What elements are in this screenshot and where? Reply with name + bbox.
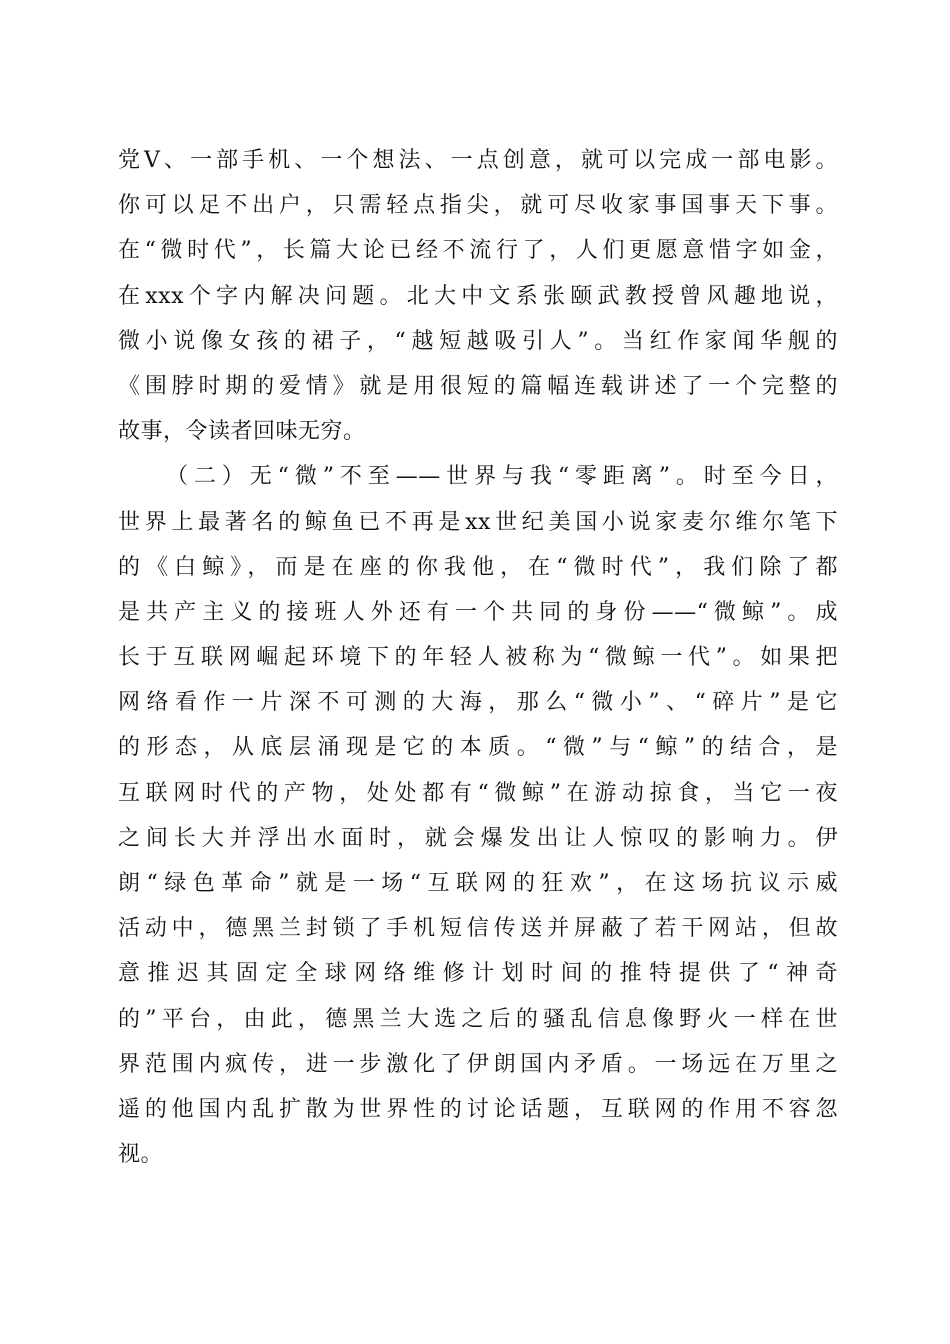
text-line: 活动中，德黑兰封锁了手机短信传送并屏蔽了若干网站，但故: [118, 916, 838, 942]
text-line: 在“微时代”，长篇大论已经不流行了，人们更愿意惜字如金，: [118, 238, 838, 264]
text-line: 的《白鲸》，而是在座的你我他，在“微时代”，我们除了都: [118, 554, 838, 580]
text-line: 网络看作一片深不可测的大海，那么“微小”、“碎片”是它: [118, 690, 838, 716]
text-line: 世界上最著名的鲸鱼已不再是xx世纪美国小说家麦尔维尔笔下: [118, 509, 838, 535]
text-line: 朗“绿色革命”就是一场“互联网的狂欢”，在这场抗议示威: [118, 871, 838, 896]
text-line: 党V、一部手机、一个想法、一点创意，就可以完成一部电影。: [118, 148, 838, 173]
text-line: 视。: [118, 1142, 164, 1168]
text-line: 是共产主义的接班人外还有一个共同的身份——“微鲸”。成: [118, 599, 838, 625]
text-line: 的形态，从底层涌现是它的本质。“微”与“鲸”的结合，是: [118, 735, 838, 761]
text-line: 遥的他国内乱扩散为世界性的讨论话题，互联网的作用不容忽: [118, 1096, 838, 1122]
text-line: 微小说像女孩的裙子，“越短越吸引人”。当红作家闻华舰的: [118, 328, 838, 354]
text-line: 界范围内疯传，进一步激化了伊朗国内矛盾。一场远在万里之: [118, 1051, 838, 1077]
section-heading-line: （二）无“微”不至——世界与我“零距离”。时至今日，: [166, 464, 838, 490]
text-line: 在xxx个字内解决问题。北大中文系张颐武教授曾风趣地说，: [118, 283, 838, 309]
paragraph-1: [118, 138, 838, 454]
text-line: 故事，令读者回味无穷。: [118, 419, 366, 445]
text-line: 长于互联网崛起环境下的年轻人被称为“微鲸一代”。如果把: [118, 645, 838, 671]
text-line: 意推迟其固定全球网络维修计划时间的推特提供了“神奇: [118, 961, 838, 987]
text-line: 之间长大并浮出水面时，就会爆发出让人惊叹的影响力。伊: [118, 825, 838, 851]
paragraph-2: [118, 454, 838, 1177]
body-text: [118, 138, 838, 1177]
text-line: 的”平台，由此，德黑兰大选之后的骚乱信息像野火一样在世: [118, 1006, 838, 1032]
text-line: 你可以足不出户，只需轻点指尖，就可尽收家事国事天下事。: [118, 193, 838, 219]
text-line: 互联网时代的产物，处处都有“微鲸”在游动掠食，当它一夜: [118, 780, 838, 806]
text-line: 《围脖时期的爱情》就是用很短的篇幅连载讲述了一个完整的: [118, 373, 838, 399]
